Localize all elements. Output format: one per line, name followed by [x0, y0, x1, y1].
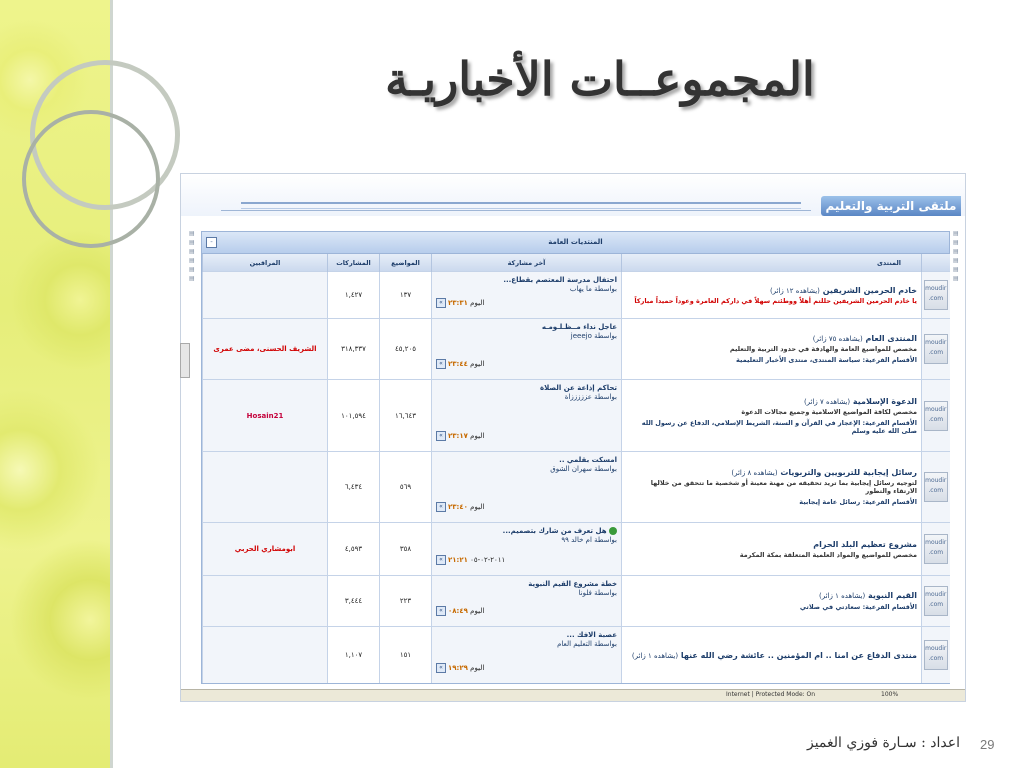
forum-icon[interactable]: moudir .com	[924, 586, 948, 616]
last-post-cell	[432, 576, 622, 627]
thread-count: ١٣٧	[380, 272, 432, 319]
go-to-post-icon[interactable]: »	[436, 606, 446, 616]
moderators[interactable]	[203, 452, 328, 523]
last-post-day: اليوم	[470, 503, 485, 511]
forum-row[interactable]	[203, 627, 950, 684]
table-header-row	[203, 254, 950, 272]
forum-info-cell	[622, 452, 922, 523]
left-side-buttons[interactable]: ▤ ▤ ▤ ▤ ▤ ▤	[189, 230, 195, 282]
browser-status-bar	[181, 689, 965, 702]
forum-viewers: (يشاهده ٧٥ زائر)	[812, 335, 863, 343]
collapse-icon[interactable]: -	[206, 237, 217, 248]
last-post-author[interactable]: بواسطة ام خالد ٩٩	[561, 536, 617, 544]
category-header	[202, 232, 949, 254]
last-post-author[interactable]: بواسطة ما يهاب	[569, 285, 617, 293]
last-post-time: ٠٨:٤٩	[448, 607, 468, 615]
last-post-author[interactable]: بواسطة jeeejo	[570, 332, 617, 340]
zoom-level[interactable]: 100%	[881, 691, 899, 698]
category-title: المنتديات العامة	[548, 238, 603, 246]
last-post-day: ٢٠١١-٠٢-٠٥	[470, 556, 506, 564]
forum-icon-cell[interactable]	[922, 272, 950, 319]
forum-name[interactable]: خادم الحرمين الشريفين	[822, 285, 917, 295]
forum-name[interactable]: مشروع تعظيم البلد الحرام	[813, 539, 917, 549]
forum-row[interactable]	[203, 272, 950, 319]
forum-name-line[interactable]	[626, 540, 917, 549]
last-post-date	[436, 663, 484, 673]
forum-info-cell	[622, 576, 922, 627]
last-post-time: ٢٣:٣١	[448, 299, 468, 307]
last-post-author[interactable]: بواسطة عزززززاة	[564, 393, 617, 401]
moderators[interactable]	[203, 576, 328, 627]
forum-description: يا خادم الحرمين الشريفين حللتم أهلاً ووطئتم سهلاً في داركم العامرة وعوداً حميداً مباركاً	[634, 296, 917, 305]
forum-row[interactable]	[203, 452, 950, 523]
forum-icon-cell[interactable]	[922, 576, 950, 627]
forum-description: مخصص للمواضيع العامة والهادفة في حدود التربية والتعليم	[729, 345, 917, 353]
last-post-title-text[interactable]: احتفال مدرسة المعتصم بقطاع...	[503, 276, 617, 284]
last-post-title-text[interactable]: امسكت بقلمي ..	[559, 456, 617, 464]
forum-name[interactable]: الدعوة الإسلامية	[852, 396, 917, 406]
right-side-buttons[interactable]: ▤ ▤ ▤ ▤ ▤ ▤	[953, 230, 959, 282]
forum-name-line[interactable]	[626, 651, 917, 660]
forum-name-line[interactable]	[626, 334, 917, 343]
thread-count: ١٦,٦٤٣	[380, 380, 432, 452]
post-count: ١,١٠٧	[328, 627, 380, 684]
forum-info-cell	[622, 523, 922, 576]
forum-row[interactable]	[203, 380, 950, 452]
last-post-author[interactable]: بواسطة فلونا	[578, 589, 617, 597]
last-post-date	[436, 555, 505, 565]
slide-number: 29	[980, 737, 995, 752]
forum-icon-cell[interactable]	[922, 380, 950, 452]
last-post-time: ١٩:٢٩	[448, 664, 468, 672]
go-to-post-icon[interactable]: »	[436, 359, 446, 369]
post-count: ٦,٤٣٤	[328, 452, 380, 523]
moderators[interactable]: الشريف الحسنى، مضى عمرى	[203, 319, 328, 380]
last-post-cell	[432, 523, 622, 576]
forum-description: مخصص للمواضيع والمواد العلمية المتعلقة بمكة المكرمة	[739, 550, 917, 559]
last-post-author[interactable]: بواسطة التعليم العام	[557, 640, 617, 648]
last-post-time: ٢٣:٤٠	[448, 503, 468, 511]
moderators[interactable]	[203, 627, 328, 684]
forum-viewers: (يشاهده ١ زائر)	[819, 592, 866, 600]
forum-name[interactable]: القيم النبوية	[868, 591, 917, 600]
forum-subforums[interactable]: الأقسام الفرعية: الإعجاز في القرآن و السنة، الشريط الإسلامي، الدفاع عن رسول الله صلى الله عليه وسلم	[641, 418, 917, 435]
forum-subforums[interactable]: الأقسام الفرعية: سياسة المنتدى، منتدى الأخبار التعليمية	[736, 356, 917, 364]
moderators[interactable]: ابومشاري الحربي	[203, 523, 328, 576]
header-forum: المنتدى	[622, 254, 922, 272]
forum-description: لتوجيه رسائل إيجابية بما تريد تحقيقه من مهنة معينة أو شخصية ما تتحقق من خلالها الارتقاء والتطور	[650, 479, 917, 495]
forum-viewers: (يشاهده ١ زائر)	[631, 651, 679, 660]
forum-info-cell	[622, 272, 922, 319]
forum-info-cell	[622, 380, 922, 452]
last-post-title-text[interactable]: تحاكم إذاعة عن الصلاة	[539, 384, 617, 392]
last-post-title-text[interactable]: عصبة الافك ...	[566, 631, 617, 639]
forum-row[interactable]	[203, 319, 950, 380]
forum-icon[interactable]: moudir .com	[924, 401, 948, 431]
forum-table	[202, 254, 950, 683]
last-post-day: اليوم	[470, 299, 485, 307]
forum-icon-cell[interactable]	[922, 452, 950, 523]
last-post-day: اليوم	[470, 360, 485, 368]
last-post-title[interactable]	[436, 631, 617, 639]
forum-logo[interactable]: ملتقى التربية والتعليم	[821, 196, 961, 216]
last-post-title[interactable]	[436, 580, 617, 588]
last-post-title[interactable]	[436, 527, 617, 535]
header-threads: المواضيع	[380, 254, 432, 272]
go-to-post-icon[interactable]: »	[436, 502, 446, 512]
forum-viewers: (يشاهده ٧ زائر)	[803, 397, 851, 406]
forum-icon[interactable]: moudir .com	[924, 534, 948, 564]
go-to-post-icon[interactable]: »	[436, 298, 446, 308]
forum-description: مخصص لكافة المواضيع الاسلامية وجميع مجالات الدعوة	[741, 407, 917, 416]
thread-count: ٣٥٨	[380, 523, 432, 576]
last-post-time: ٢٣:١٧	[448, 432, 468, 440]
moderators[interactable]: Hosain21	[203, 380, 328, 452]
decorative-ring	[22, 110, 160, 248]
globe-icon	[609, 527, 617, 535]
post-count: ١٠١,٥٩٤	[328, 380, 380, 452]
header-swoosh	[221, 210, 811, 212]
last-post-cell	[432, 272, 622, 319]
forum-screenshot	[180, 173, 966, 702]
last-post-cell	[432, 452, 622, 523]
forum-icon[interactable]: moudir .com	[924, 280, 948, 310]
forum-row[interactable]	[203, 576, 950, 627]
thread-count: ١٥١	[380, 627, 432, 684]
last-post-date	[436, 502, 484, 512]
slide-footer: اعداد : سـارة فوزي الغميز	[806, 735, 960, 751]
last-post-day: اليوم	[470, 432, 485, 440]
go-to-post-icon[interactable]: »	[436, 555, 446, 565]
last-post-time: ٢١:٢١	[448, 556, 468, 564]
last-post-title[interactable]	[436, 323, 617, 331]
scrollbar-handle[interactable]	[180, 343, 190, 378]
last-post-day: اليوم	[470, 607, 485, 615]
forum-icon-cell[interactable]	[922, 627, 950, 684]
thread-count: ٥٦٩	[380, 452, 432, 523]
last-post-date	[436, 606, 484, 616]
forum-icon[interactable]: moudir .com	[924, 334, 948, 364]
last-post-author[interactable]: بواسطة سهران الشوق	[550, 465, 617, 473]
forum-viewers: (يشاهده ١٢ زائر)	[769, 286, 820, 295]
header-swoosh	[241, 202, 801, 209]
go-to-post-icon[interactable]: »	[436, 663, 446, 673]
thread-count: ٢٢٣	[380, 576, 432, 627]
last-post-cell	[432, 319, 622, 380]
last-post-cell	[432, 627, 622, 684]
moderators[interactable]	[203, 272, 328, 319]
post-count: ٣,٤٤٤	[328, 576, 380, 627]
forum-category	[201, 231, 950, 684]
forum-name[interactable]: رسائل إيجابية للتربويين والتربويات	[780, 468, 917, 477]
security-zone[interactable]: Internet | Protected Mode: On	[726, 691, 816, 698]
forum-icon[interactable]: moudir .com	[924, 472, 948, 502]
forum-name-line[interactable]	[626, 286, 917, 295]
forum-name[interactable]: المنتدى العام	[865, 334, 917, 343]
forum-info-cell	[622, 627, 922, 684]
post-count: ٤,٥٩٣	[328, 523, 380, 576]
last-post-cell	[432, 380, 622, 452]
post-count: ٣١٨,٣٣٧	[328, 319, 380, 380]
forum-name-line[interactable]	[626, 468, 917, 477]
forum-row[interactable]	[203, 523, 950, 576]
last-post-date	[436, 431, 484, 441]
thread-count: ٤٥,٢٠٥	[380, 319, 432, 380]
last-post-title-text[interactable]: خطة مشروع القيم النبوية	[528, 580, 617, 588]
last-post-date	[436, 359, 484, 369]
header-icon-col	[922, 254, 950, 272]
forum-name-line[interactable]	[626, 397, 917, 406]
last-post-day: اليوم	[470, 664, 485, 672]
forum-icon-cell[interactable]	[922, 319, 950, 380]
go-to-post-icon[interactable]: »	[436, 431, 446, 441]
forum-subforums[interactable]: الأقسام الفرعية: سعادتي في صلاتي	[799, 603, 917, 611]
forum-subforums[interactable]: الأقسام الفرعية: رسائل عامة إيجابية	[799, 498, 917, 506]
header-last-post: آخر مشاركة	[432, 254, 622, 272]
post-count: ١,٤٢٧	[328, 272, 380, 319]
forum-info-cell	[622, 319, 922, 380]
forum-name[interactable]: منتدى الدفاع عن امنا .. ام المؤمنين .. عائشة رضي الله عنها	[680, 650, 917, 660]
slide-title: المجموعــات الأخباريـة	[385, 52, 815, 106]
last-post-title[interactable]	[436, 276, 617, 284]
last-post-date	[436, 298, 484, 308]
forum-icon-cell[interactable]	[922, 523, 950, 576]
last-post-title-text[interactable]: عاجل نداء مــظـلـومـه	[541, 323, 617, 331]
header-posts: المشاركات	[328, 254, 380, 272]
header-moderators: المراقبين	[203, 254, 328, 272]
last-post-title-text[interactable]: هل تعرف من شارك بتصميم...	[502, 527, 607, 535]
last-post-title[interactable]	[436, 384, 617, 392]
forum-icon[interactable]: moudir .com	[924, 640, 948, 670]
last-post-time: ٢٣:٤٤	[448, 360, 468, 368]
forum-viewers: (يشاهده ٨ زائر)	[731, 469, 778, 477]
last-post-title[interactable]	[436, 456, 617, 464]
forum-name-line[interactable]	[626, 591, 917, 600]
